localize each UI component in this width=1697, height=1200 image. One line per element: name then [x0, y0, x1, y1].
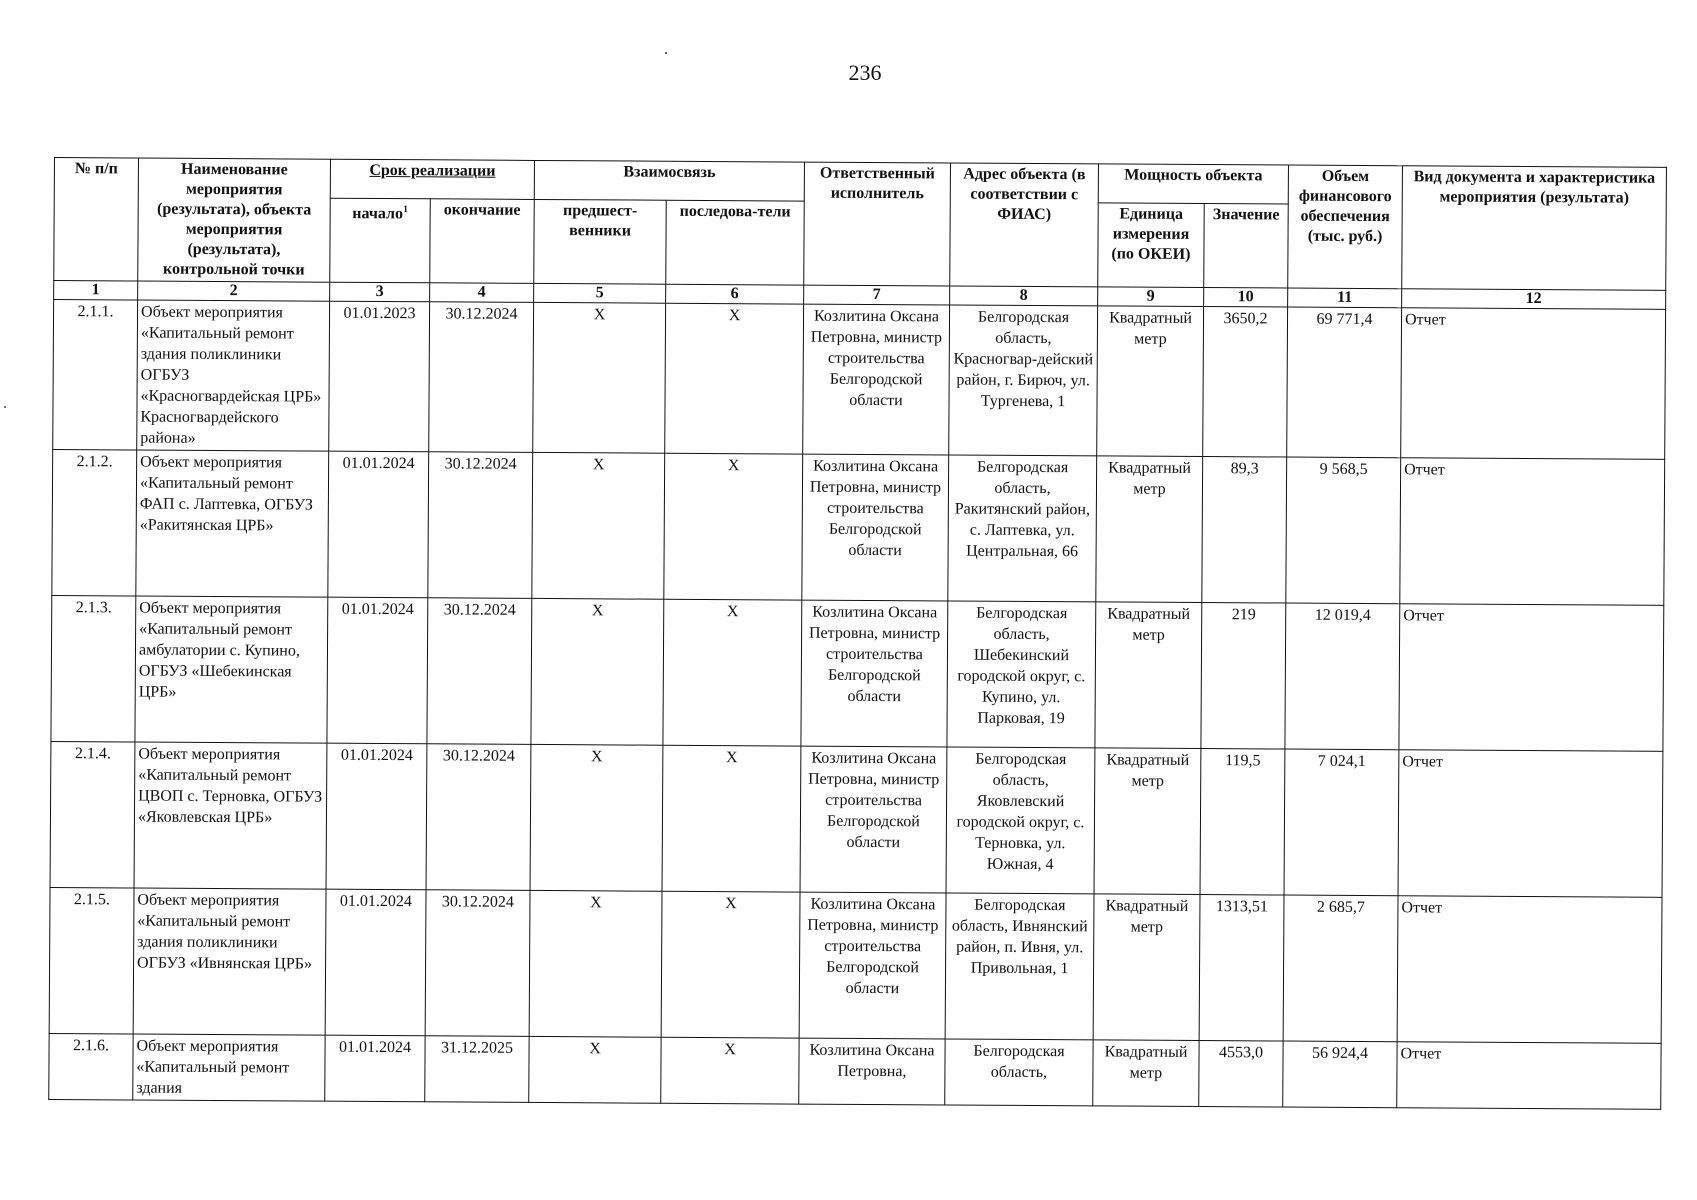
- row-successors: X: [665, 303, 804, 454]
- column-number: 3: [330, 282, 430, 302]
- row-name: Объект мероприятия «Капитальный ремонт ФАП с. Лаптевка, ОГБУЗ «Ракитянская ЦРБ»: [136, 450, 329, 597]
- row-successors: X: [663, 599, 802, 746]
- column-number: 11: [1288, 288, 1402, 308]
- row-finance: 12 019,4: [1285, 603, 1400, 750]
- row-number: 2.1.3.: [51, 595, 136, 742]
- row-responsible: Козлитина Оксана Петровна, министр строительства Белгородской области: [801, 600, 948, 747]
- row-value: 4553,0: [1199, 1041, 1283, 1108]
- row-address: Белгородская область, Красногвар-дейский район, г. Бирюч, ул. Тургенева, 1: [949, 305, 1098, 456]
- scan-speck: [665, 52, 667, 54]
- header-period-label: Срок реализации: [369, 161, 496, 180]
- row-address: Белгородская область, Шебекинский городской округ, с. Купино, ул. Парковая, 19: [947, 601, 1096, 748]
- header-address: Адрес объекта (в соответствии с ФИАС): [950, 163, 1099, 287]
- header-responsible: Ответственный исполнитель: [804, 162, 951, 286]
- row-predecessors: X: [529, 1036, 661, 1103]
- table-row: [51, 595, 1664, 751]
- row-start: 01.01.2024: [325, 1035, 425, 1102]
- row-successors: X: [661, 1037, 799, 1104]
- row-responsible: Козлитина Оксана Петровна, министр строительства Белгородской области: [799, 892, 946, 1039]
- column-number: 1: [54, 281, 138, 301]
- header-row-1: [54, 158, 1666, 207]
- column-number: 7: [804, 285, 950, 305]
- row-start: 01.01.2024: [325, 889, 426, 1036]
- row-predecessors: X: [532, 452, 665, 599]
- header-capacity: Мощность объекта: [1098, 164, 1288, 204]
- row-end: 30.12.2024: [427, 598, 532, 745]
- row-name: Объект мероприятия «Капитальный ремонт здания поликлиники ОГБУЗ «Ивнянская ЦРБ»: [133, 888, 326, 1035]
- table-row: [53, 300, 1666, 460]
- row-address: Белгородская область, Ракитянский район, с. Лаптевка, ул. Центральная, 66: [948, 455, 1097, 602]
- column-number: 12: [1402, 289, 1666, 310]
- row-doc: Отчет: [1397, 1042, 1661, 1110]
- column-number: 10: [1204, 288, 1288, 308]
- row-doc: Отчет: [1401, 308, 1666, 460]
- row-successors: X: [664, 453, 803, 600]
- row-responsible: Козлитина Оксана Петровна, министр строительства Белгородской области: [800, 746, 947, 893]
- header-num: № п/п: [54, 158, 139, 282]
- column-number: 8: [950, 286, 1098, 306]
- column-number: 5: [534, 283, 666, 303]
- header-start-label: начало: [352, 205, 404, 223]
- row-value: 89,3: [1202, 457, 1287, 604]
- row-responsible: Козлитина Оксана Петровна, министр строительства Белгородской области: [802, 454, 949, 601]
- row-end: 30.12.2024: [426, 744, 531, 891]
- row-responsible: Козлитина Оксана Петровна, министр строительства Белгородской области: [803, 304, 950, 455]
- page-number: 236: [848, 60, 882, 85]
- row-finance: 69 771,4: [1287, 307, 1402, 458]
- column-number: 6: [666, 284, 804, 304]
- header-name: Наименование мероприятия (результата), объекта мероприятия (результата), контрольной точки: [138, 158, 331, 282]
- row-start: 01.01.2024: [326, 743, 427, 890]
- row-start: 01.01.2024: [328, 451, 429, 598]
- column-number: 2: [138, 281, 330, 301]
- row-predecessors: X: [533, 302, 666, 453]
- row-number: 2.1.2.: [52, 449, 137, 596]
- row-end: 30.12.2024: [428, 452, 533, 599]
- table-row: [49, 887, 1662, 1043]
- row-successors: X: [662, 745, 801, 892]
- row-address: Белгородская область, Ивнянский район, п. Ивня, ул. Привольная, 1: [945, 893, 1094, 1040]
- column-number: 9: [1098, 287, 1204, 307]
- row-start: 01.01.2024: [327, 597, 428, 744]
- row-unit: Квадратный метр: [1095, 602, 1202, 749]
- row-end: 31.12.2025: [425, 1036, 529, 1103]
- row-doc: Отчет: [1400, 458, 1665, 606]
- row-doc: Отчет: [1398, 750, 1663, 898]
- row-number: 2.1.6.: [49, 1033, 133, 1100]
- header-start: [330, 198, 431, 283]
- implementation-plan-table: [48, 157, 1667, 1110]
- row-predecessors: X: [530, 744, 663, 891]
- row-value: 119,5: [1200, 749, 1285, 896]
- row-unit: Квадратный метр: [1096, 456, 1203, 603]
- row-doc: Отчет: [1399, 604, 1664, 752]
- row-unit: Квадратный метр: [1094, 748, 1201, 895]
- row-end: 30.12.2024: [429, 302, 534, 453]
- row-value: 1313,51: [1199, 895, 1284, 1042]
- row-responsible: Козлитина Оксана Петровна,: [799, 1038, 945, 1105]
- header-value: Значение: [1204, 204, 1289, 289]
- header-start-footnote: 1: [403, 204, 409, 216]
- row-finance: 7 024,1: [1284, 749, 1399, 896]
- row-address: Белгородская область,: [945, 1039, 1093, 1106]
- row-predecessors: X: [531, 598, 664, 745]
- row-number: 2.1.5.: [49, 887, 134, 1034]
- header-end: окончание: [430, 199, 535, 284]
- row-unit: Квадратный метр: [1097, 306, 1204, 457]
- row-end: 30.12.2024: [425, 890, 530, 1037]
- header-doc: Вид документа и характеристика мероприятия (результата): [1402, 166, 1667, 291]
- table-row: [49, 1033, 1661, 1109]
- row-number: 2.1.4.: [50, 741, 135, 888]
- header-finance: Объем финансового обеспечения (тыс. руб.): [1288, 165, 1403, 289]
- row-finance: 9 568,5: [1286, 457, 1401, 604]
- header-successors: последова-тели: [666, 200, 805, 285]
- row-name: Объект мероприятия «Капитальный ремонт здания: [133, 1034, 325, 1101]
- row-address: Белгородская область, Яковлевский городской округ, с. Терновка, ул. Южная, 4: [946, 747, 1095, 894]
- row-name: Объект мероприятия «Капитальный ремонт здания поликлиники ОГБУЗ «Красногвардейская ЦРБ» Красногвардейского района»: [137, 300, 330, 451]
- table-row: [52, 449, 1665, 605]
- row-finance: 56 924,4: [1283, 1041, 1397, 1108]
- row-name: Объект мероприятия «Капитальный ремонт амбулатории с. Купино, ОГБУЗ «Шебекинская ЦРБ»: [135, 596, 328, 743]
- row-successors: X: [661, 891, 800, 1038]
- row-value: 219: [1201, 603, 1286, 750]
- row-number: 2.1.1.: [53, 300, 138, 451]
- header-relation: Взаимосвязь: [534, 160, 804, 201]
- header-unit: Единица измерения (по ОКЕИ): [1098, 203, 1205, 288]
- row-value: 3650,2: [1203, 307, 1288, 458]
- header-period: [330, 159, 534, 199]
- table-row: [50, 741, 1663, 897]
- scan-speck: [4, 406, 6, 408]
- row-start: 01.01.2023: [329, 301, 430, 452]
- header-predecessors: предшест-венники: [534, 199, 667, 284]
- row-finance: 2 685,7: [1283, 895, 1398, 1042]
- row-unit: Квадратный метр: [1093, 894, 1200, 1041]
- column-number: 4: [430, 283, 534, 303]
- row-unit: Квадратный метр: [1093, 1040, 1199, 1107]
- row-predecessors: X: [529, 890, 662, 1037]
- row-name: Объект мероприятия «Капитальный ремонт ЦВОП с. Терновка, ОГБУЗ «Яковлевская ЦРБ»: [134, 742, 327, 889]
- row-doc: Отчет: [1397, 896, 1662, 1044]
